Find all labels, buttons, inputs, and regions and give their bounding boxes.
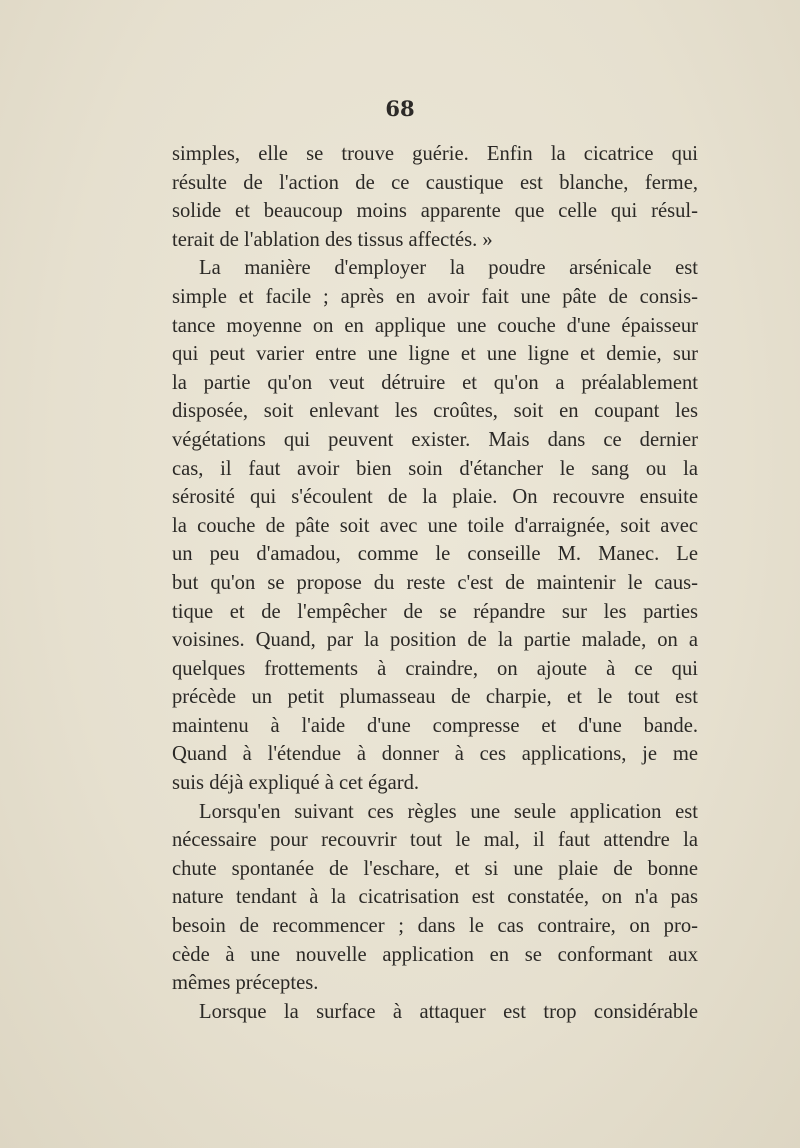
text-line: tique et de l'empêcher de se répandre sur les parties bbox=[172, 600, 698, 623]
text-line: besoin de recommencer ; dans le cas contraire, on pro- bbox=[172, 915, 698, 938]
text-line: Lorsque la surface à attaquer est trop considérable bbox=[199, 1000, 698, 1023]
text-line: chute spontanée de l'eschare, et si une plaie de bonne bbox=[172, 857, 698, 880]
text-line: Quand à l'étendue à donner à ces applications, je me bbox=[172, 743, 698, 766]
text-line: végétations qui peuvent exister. Mais dans ce dernier bbox=[172, 428, 698, 451]
text-line: cède à une nouvelle application en se conformant aux bbox=[172, 943, 698, 966]
text-line: Lorsqu'en suivant ces règles une seule application est bbox=[199, 800, 698, 823]
text-line: suis déjà expliqué à cet égard. bbox=[172, 772, 420, 795]
text-line: maintenu à l'aide d'une compresse et d'une bande. bbox=[172, 714, 698, 737]
text-line: voisines. Quand, par la position de la partie malade, on a bbox=[172, 629, 698, 652]
text-line: précède un petit plumasseau de charpie, et le tout est bbox=[172, 686, 698, 709]
text-line: sérosité qui s'écoulent de la plaie. On recouvre ensuite bbox=[172, 486, 698, 509]
text-line: résulte de l'action de ce caustique est blanche, ferme, bbox=[172, 171, 698, 194]
text-line: nature tendant à la cicatrisation est constatée, on n'a pas bbox=[172, 886, 698, 909]
text-line: simples, elle se trouve guérie. Enfin la cicatrice qui bbox=[172, 143, 698, 165]
text-line: nécessaire pour recouvrir tout le mal, il faut attendre la bbox=[172, 829, 698, 852]
text-line: tance moyenne on en applique une couche d'une épaisseur bbox=[172, 314, 698, 337]
text-line: la partie qu'on veut détruire et qu'on a préalablement bbox=[172, 371, 698, 394]
text-line: qui peut varier entre une ligne et une ligne et demie, sur bbox=[172, 343, 698, 366]
page-number: 68 bbox=[385, 96, 415, 121]
text-line: un peu d'amadou, comme le conseille M. Manec. Le bbox=[172, 543, 698, 566]
text-line: but qu'on se propose du reste c'est de maintenir le caus- bbox=[172, 571, 698, 594]
text-line: simple et facile ; après en avoir fait une pâte de consis- bbox=[172, 285, 698, 308]
text-line: cas, il faut avoir bien soin d'étancher le sang ou la bbox=[172, 457, 698, 480]
body-text bbox=[172, 140, 698, 1026]
text-line: solide et beaucoup moins apparente que celle qui résul- bbox=[172, 200, 698, 223]
text-line: quelques frottements à craindre, on ajoute à ce qui bbox=[172, 657, 698, 680]
text-line: disposée, soit enlevant les croûtes, soit en coupant les bbox=[172, 400, 698, 423]
text-line: La manière d'employer la poudre arsénicale est bbox=[199, 257, 698, 280]
text-line: mêmes préceptes. bbox=[172, 972, 319, 995]
text-line: terait de l'ablation des tissus affectés. » bbox=[172, 228, 493, 251]
text-line: la couche de pâte soit avec une toile d'arraignée, soit avec bbox=[172, 514, 698, 537]
